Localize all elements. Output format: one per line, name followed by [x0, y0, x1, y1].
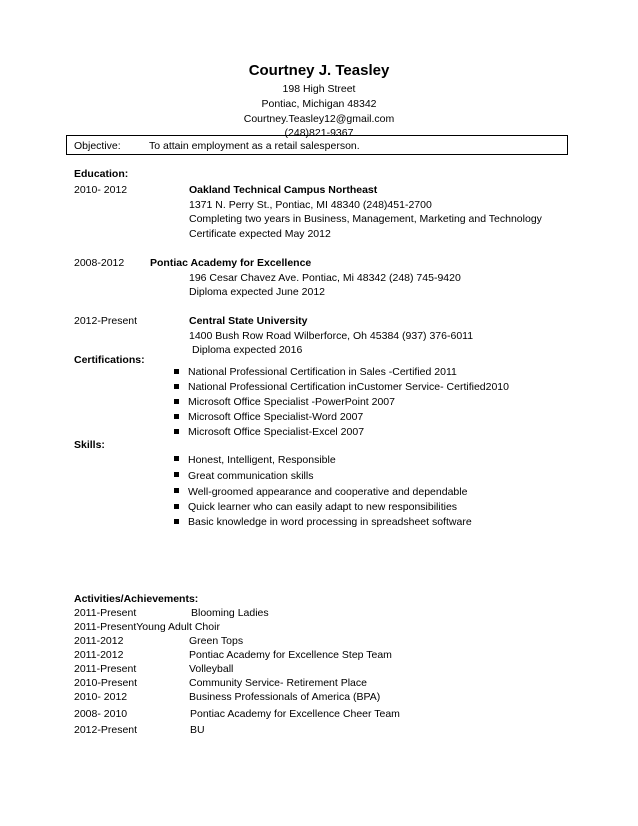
resume-name: Courtney J. Teasley — [248, 62, 390, 79]
education-line: Diploma expected 2016 — [192, 344, 303, 356]
activity-name: BU — [190, 724, 205, 736]
activity-dates: 2010- 2012 — [74, 691, 128, 703]
list-item: Well-groomed appearance and cooperative and dependable — [172, 484, 472, 500]
objective-text: To attain employment as a retail salesperson. — [149, 140, 360, 152]
activity-dates: 2011-Present — [74, 663, 137, 675]
education-line: 1371 N. Perry St., Pontiac, MI 48340 (248)451-2700 — [189, 199, 432, 211]
bullet-icon — [174, 504, 179, 509]
activity-name: Pontiac Academy for Excellence Step Team — [189, 649, 392, 661]
education-dates: 2012-Present — [74, 315, 138, 327]
bullet-icon — [174, 429, 179, 434]
email-text: Courtney.Teasley12@gmail.com — [243, 113, 395, 125]
list-item: Honest, Intelligent, Responsible — [172, 452, 472, 468]
bullet-icon — [174, 414, 179, 419]
skills-heading: Skills: — [74, 439, 105, 451]
bullet-icon — [174, 384, 179, 389]
education-dates: 2008-2012 — [74, 257, 125, 269]
activity-dates: 2011-PresentYoung Adult Choir — [74, 621, 220, 633]
education-heading: Education: — [74, 168, 129, 180]
bullet-icon — [174, 456, 179, 461]
activity-name: Pontiac Academy for Excellence Cheer Team — [190, 708, 400, 720]
activity-name: Green Tops — [189, 635, 244, 647]
list-item: Microsoft Office Specialist-Word 2007 — [172, 410, 509, 425]
activity-dates: 2012-Present — [74, 724, 138, 736]
activity-dates: 2010-Present — [74, 677, 138, 689]
list-item: National Professional Certification inCustomer Service- Certified2010 — [172, 380, 509, 395]
education-line: 1400 Bush Row Road Wilberforce, Oh 45384 (937) 376-6011 — [189, 330, 474, 342]
list-item: Microsoft Office Specialist -PowerPoint 2007 — [172, 395, 509, 410]
activities-heading: Activities/Achievements: — [74, 593, 199, 605]
skills-list — [172, 452, 472, 530]
certifications-list — [172, 365, 509, 440]
bullet-icon — [174, 399, 179, 404]
education-line: Diploma expected June 2012 — [189, 286, 326, 298]
bullet-icon — [174, 488, 179, 493]
phone-text: (248)821-9367 — [284, 127, 354, 139]
activity-name: Volleyball — [189, 663, 234, 675]
bullet-icon — [174, 369, 179, 374]
education-line: Completing two years in Business, Management, Marketing and Technology — [189, 213, 542, 225]
education-dates: 2010- 2012 — [74, 184, 128, 196]
activity-dates: 2011-Present — [74, 607, 137, 619]
bullet-icon — [174, 519, 179, 524]
list-item: Quick learner who can easily adapt to new responsibilities — [172, 500, 472, 515]
education-line: Certificate expected May 2012 — [189, 228, 331, 240]
activity-name: Blooming Ladies — [191, 607, 269, 619]
education-line: 196 Cesar Chavez Ave. Pontiac, Mi 48342 (248) 745-9420 — [189, 272, 461, 284]
activity-name: Business Professionals of America (BPA) — [189, 691, 381, 703]
education-school: Pontiac Academy for Excellence — [150, 257, 312, 269]
list-item: Great communication skills — [172, 468, 472, 484]
list-item: National Professional Certification in Sales -Certified 2011 — [172, 365, 509, 380]
activity-dates: 2008- 2010 — [74, 708, 128, 720]
activity-name: Community Service- Retirement Place — [189, 677, 367, 689]
objective-label: Objective: — [74, 140, 121, 152]
address-street: 198 High Street — [282, 83, 356, 95]
address-city: Pontiac, Michigan 48342 — [261, 98, 377, 110]
education-school: Oakland Technical Campus Northeast — [189, 184, 378, 196]
education-school: Central State University — [189, 315, 308, 327]
bullet-icon — [174, 472, 179, 477]
list-item: Microsoft Office Specialist-Excel 2007 — [172, 425, 509, 440]
activity-dates: 2011-2012 — [74, 649, 124, 661]
certifications-heading: Certifications: — [74, 354, 145, 366]
list-item: Basic knowledge in word processing in spreadsheet software — [172, 515, 472, 530]
activity-dates: 2011-2012 — [74, 635, 124, 647]
